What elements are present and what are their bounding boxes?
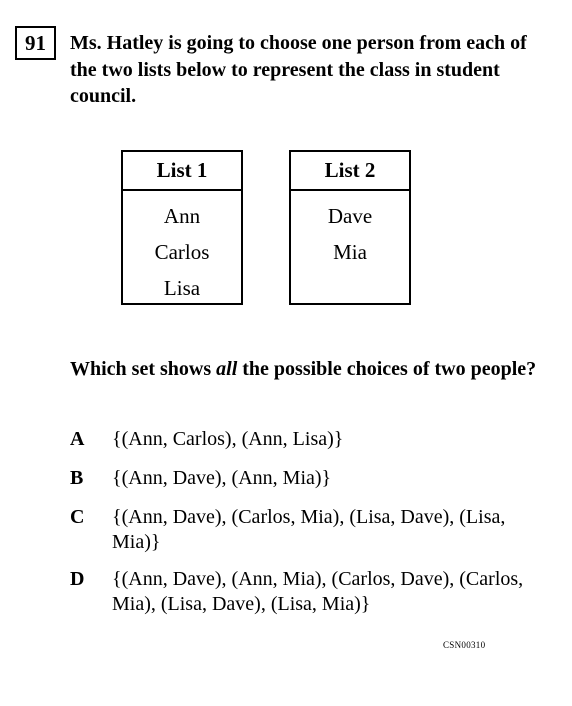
list-2-table [289, 150, 411, 305]
question-prompt [70, 356, 540, 383]
list-2-title: List 2 [291, 152, 409, 191]
list-1-title: List 1 [123, 152, 241, 191]
option-letter: A [70, 428, 85, 450]
option-text: {(Ann, Dave), (Ann, Mia), (Carlos, Dave), (Carlos, Mia), (Lisa, Dave), (Lisa, Mia)} [112, 568, 524, 615]
list-1-item-ann: Ann [163, 204, 201, 228]
prompt-text-before: Which set shows [70, 358, 217, 380]
list-1-item-lisa: Lisa [163, 276, 201, 300]
option-text: {(Ann, Dave), (Ann, Mia)} [112, 467, 332, 489]
option-letter: C [70, 506, 85, 528]
list-2-item-dave: Dave [327, 204, 373, 228]
option-text: {(Ann, Dave), (Carlos, Mia), (Lisa, Dave), (Lisa, Mia)} [112, 506, 506, 553]
prompt-text-after: the possible choices of two people? [237, 358, 537, 380]
option-letter: D [70, 568, 85, 590]
item-code: CSN00310 [443, 640, 486, 650]
prompt-emphasis: all [216, 358, 238, 380]
option-letter: B [70, 467, 84, 489]
list-1-table [121, 150, 243, 305]
list-2-item-mia: Mia [333, 240, 367, 264]
list-1-item-carlos: Carlos [154, 240, 210, 264]
option-text: {(Ann, Carlos), (Ann, Lisa)} [112, 428, 344, 450]
question-stem: Ms. Hatley is going to choose one person from each of the two lists below to represent the class in student council. [70, 32, 527, 107]
question-number: 91 [15, 26, 56, 60]
